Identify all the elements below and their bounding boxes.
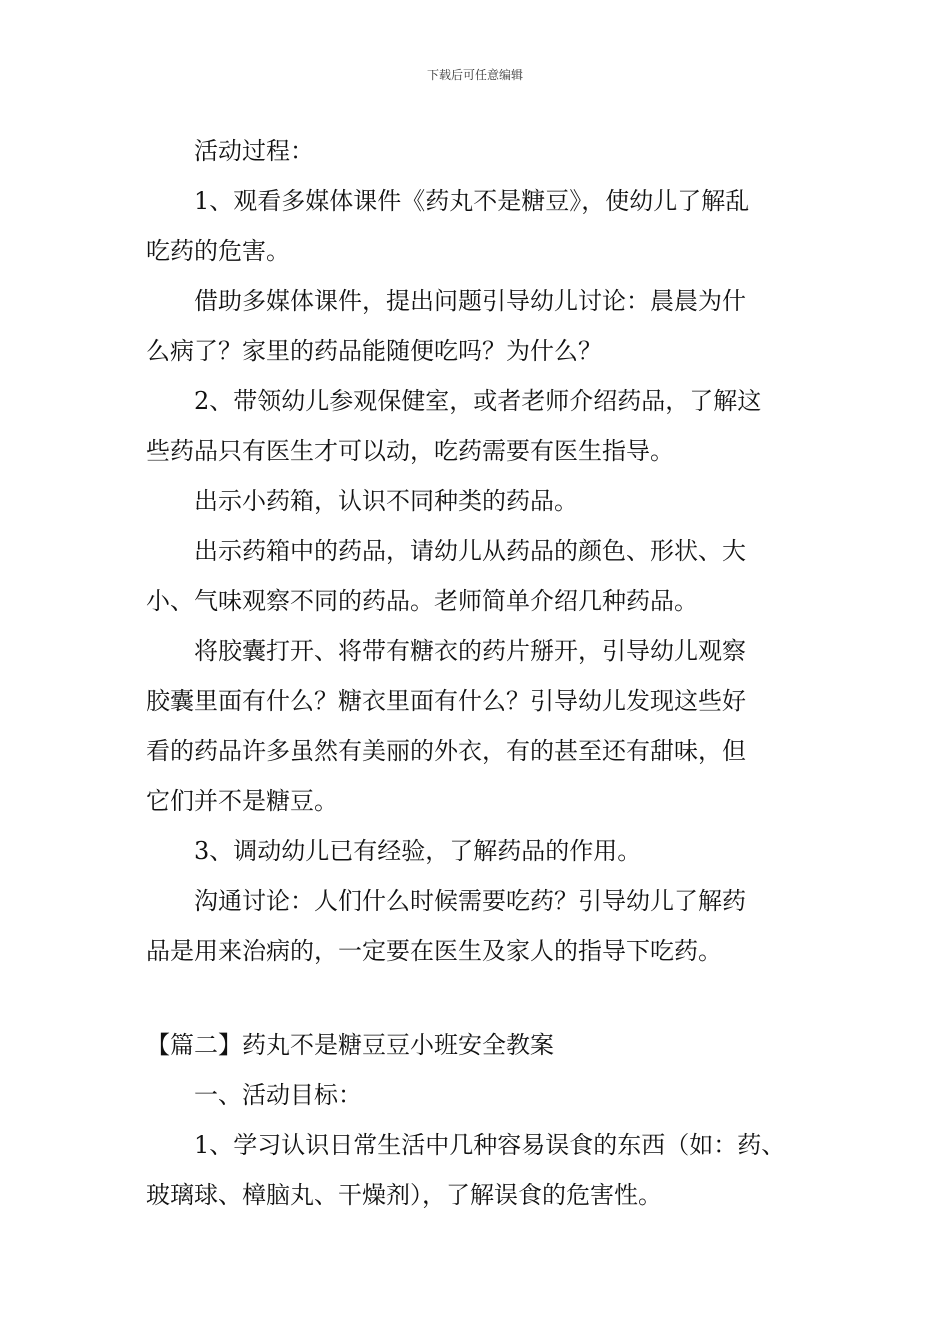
text-line: 出示小药箱，认识不同种类的药品。 — [194, 487, 578, 515]
text-line: 胶囊里面有什么？糖衣里面有什么？引导幼儿发现这些好 — [146, 687, 746, 715]
text-line: 2、带领幼儿参观保健室，或者老师介绍药品，了解这 — [194, 387, 762, 415]
section-one — [146, 126, 818, 976]
text-line: 借助多媒体课件，提出问题引导幼儿讨论：晨晨为什 — [194, 287, 746, 315]
paragraph — [146, 176, 818, 276]
text-line: 品是用来治病的，一定要在医生及家人的指导下吃药。 — [146, 937, 722, 965]
paragraph — [146, 126, 818, 176]
paragraph — [146, 1070, 818, 1120]
text-line: 吃药的危害。 — [146, 237, 290, 265]
text-line: 么病了？家里的药品能随便吃吗？为什么？ — [146, 337, 602, 365]
text-line: 1、学习认识日常生活中几种容易误食的东西（如：药、 — [194, 1131, 786, 1159]
paragraph — [146, 276, 818, 376]
text-line: 一、活动目标： — [194, 1081, 362, 1109]
section-two — [146, 1070, 818, 1220]
text-line: 3、调动幼儿已有经验，了解药品的作用。 — [194, 837, 642, 865]
text-line: 出示药箱中的药品，请幼儿从药品的颜色、形状、大 — [194, 537, 746, 565]
section-title: 【篇二】药丸不是糖豆豆小班安全教案 — [146, 1031, 554, 1059]
text-line: 沟通讨论：人们什么时候需要吃药？引导幼儿了解药 — [194, 887, 746, 915]
text-line: 活动过程： — [194, 137, 314, 165]
paragraph — [146, 826, 818, 876]
text-line: 看的药品许多虽然有美丽的外衣，有的甚至还有甜味，但 — [146, 737, 746, 765]
paragraph — [146, 626, 818, 826]
text-line: 小、气味观察不同的药品。老师简单介绍几种药品。 — [146, 587, 698, 615]
page-header: 下载后可任意编辑 — [426, 68, 523, 82]
section-gap — [146, 976, 818, 1020]
text-line: 将胶囊打开、将带有糖衣的药片掰开，引导幼儿观察 — [194, 637, 746, 665]
text-line: 些药品只有医生才可以动，吃药需要有医生指导。 — [146, 437, 674, 465]
paragraph — [146, 876, 818, 976]
text-line: 玻璃球、樟脑丸、干燥剂），了解误食的危害性。 — [146, 1181, 662, 1209]
text-line: 它们并不是糖豆。 — [146, 787, 338, 815]
text-line: 1、观看多媒体课件《药丸不是糖豆》，使幼儿了解乱 — [194, 187, 750, 215]
paragraph — [146, 476, 818, 526]
paragraph — [146, 376, 818, 476]
document-body — [146, 126, 818, 1220]
paragraph — [146, 526, 818, 626]
paragraph — [146, 1120, 818, 1220]
